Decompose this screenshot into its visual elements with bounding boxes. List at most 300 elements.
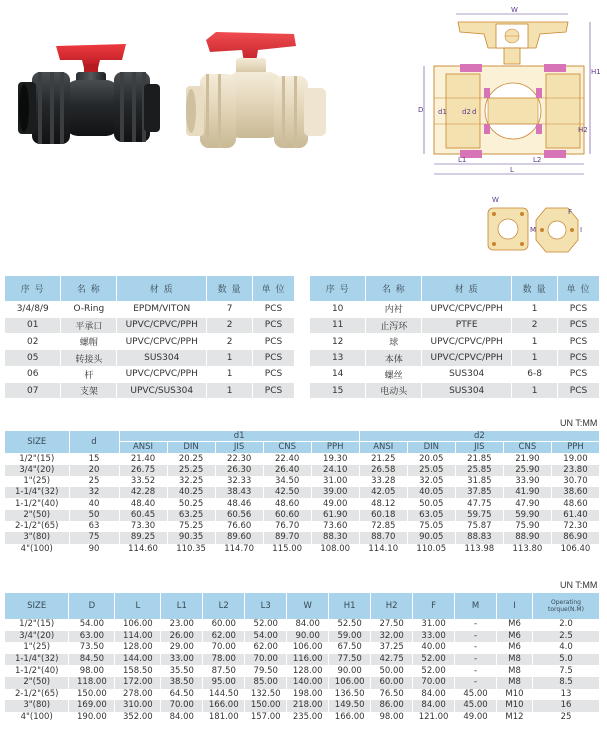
table-cell: 止泻环 xyxy=(366,317,422,333)
table-cell: 88.83 xyxy=(455,532,503,543)
table-cell: M12 xyxy=(497,712,533,724)
table-row xyxy=(5,689,600,701)
table-cell: 89.25 xyxy=(119,532,167,543)
table-cell: 14 xyxy=(310,366,366,382)
dim-d: d xyxy=(472,108,477,116)
table-cell: 75.90 xyxy=(503,521,551,532)
table-cell: 20.25 xyxy=(167,453,215,465)
table-cell: 内衬 xyxy=(366,301,422,317)
table-cell: 60.60 xyxy=(263,510,311,521)
col-header: H2 xyxy=(371,593,413,619)
table-cell: 26.75 xyxy=(119,465,167,476)
dim-w-bottom: W xyxy=(492,196,499,204)
col-header: 名 称 xyxy=(61,276,117,301)
table-cell: 86.90 xyxy=(551,532,599,543)
table-cell: 41.90 xyxy=(503,487,551,498)
table-row xyxy=(5,487,600,498)
table-cell: 128.00 xyxy=(287,665,329,677)
table-cell: PCS xyxy=(558,317,600,333)
table-cell: UPVC/CPVC/PPH xyxy=(117,334,207,350)
table-row xyxy=(310,301,600,317)
table-cell: 85.00 xyxy=(245,677,287,689)
table-cell: - xyxy=(455,677,497,689)
table-cell: 48.40 xyxy=(119,498,167,509)
table-cell: 5.0 xyxy=(532,654,599,666)
table-cell: 25 xyxy=(532,712,599,724)
table-cell: 113.80 xyxy=(503,544,551,555)
table-cell: 27.50 xyxy=(371,619,413,631)
table-cell: 90.35 xyxy=(167,532,215,543)
table-cell: 07 xyxy=(5,382,61,398)
table-cell: 54.00 xyxy=(69,619,115,631)
col-header-din: DIN xyxy=(167,442,215,453)
table-cell: 1 xyxy=(512,350,558,366)
col-header-pph: PPH xyxy=(311,442,359,453)
table-row xyxy=(5,521,600,532)
table-cell: 22.30 xyxy=(215,453,263,465)
table-cell: 132.50 xyxy=(245,689,287,701)
table-cell: PCS xyxy=(253,301,295,317)
dim-f: F xyxy=(568,208,573,216)
table-cell: 24.10 xyxy=(311,465,359,476)
table-cell: 38.50 xyxy=(161,677,203,689)
table-cell: 7.5 xyxy=(532,665,599,677)
table-cell: 1 xyxy=(512,382,558,398)
table-cell: 25.25 xyxy=(167,465,215,476)
table-row xyxy=(5,382,295,398)
table-cell: M6 xyxy=(497,631,533,643)
table-cell: 166.00 xyxy=(329,712,371,724)
table-cell: 05 xyxy=(5,350,61,366)
table-cell: 40.05 xyxy=(407,487,455,498)
table-cell: 25.90 xyxy=(503,465,551,476)
table-cell: 13 xyxy=(532,689,599,701)
table-cell: 84.00 xyxy=(413,700,455,712)
table-cell: 4"(100) xyxy=(5,712,69,724)
table-cell: 1"(25) xyxy=(5,642,69,654)
table-cell: 63.00 xyxy=(69,631,115,643)
table-row xyxy=(5,654,600,666)
table-cell: 1-1/4"(32) xyxy=(5,654,69,666)
table-cell: 11 xyxy=(310,317,366,333)
table-cell: 19.00 xyxy=(551,453,599,465)
table-row xyxy=(5,510,600,521)
table-cell: 电动头 xyxy=(366,382,422,398)
table-cell: 42.28 xyxy=(119,487,167,498)
table-cell: 1 xyxy=(512,334,558,350)
table-cell: 8.5 xyxy=(532,677,599,689)
table-cell: PCS xyxy=(558,334,600,350)
table-cell: 50.05 xyxy=(407,498,455,509)
table-cell: 47.75 xyxy=(455,498,503,509)
table-cell: 1-1/2"(40) xyxy=(5,665,69,677)
table-cell: 190.00 xyxy=(69,712,115,724)
table-cell: 2.5 xyxy=(532,631,599,643)
table-cell: PCS xyxy=(253,334,295,350)
table-cell: 150.00 xyxy=(245,700,287,712)
col-header: 序 号 xyxy=(310,276,366,301)
table-row xyxy=(5,301,295,317)
col-header: SIZE xyxy=(5,593,69,619)
table-cell: 218.00 xyxy=(287,700,329,712)
table-cell: 40 xyxy=(69,498,119,509)
table-cell: 118.00 xyxy=(69,677,115,689)
table-cell: 59.90 xyxy=(503,510,551,521)
table-cell: 26.40 xyxy=(263,465,311,476)
table-cell: 7 xyxy=(207,301,253,317)
table-cell: PCS xyxy=(253,350,295,366)
table-cell: 88.30 xyxy=(311,532,359,543)
table-cell: 25 xyxy=(69,476,119,487)
table-cell: 32.25 xyxy=(167,476,215,487)
table-cell: UPVC/CPVC/PPH xyxy=(422,350,512,366)
col-header-din: DIN xyxy=(407,442,455,453)
table-cell: 33.00 xyxy=(161,654,203,666)
table-cell: 98.00 xyxy=(69,665,115,677)
dim-w-top: W xyxy=(511,6,518,14)
table-cell: 2-1/2"(65) xyxy=(5,689,69,701)
table-cell: 35.50 xyxy=(161,665,203,677)
table-row xyxy=(5,544,600,555)
table-cell: SUS304 xyxy=(117,350,207,366)
table-cell: PCS xyxy=(558,382,600,398)
table-cell: 62.00 xyxy=(203,631,245,643)
table-row xyxy=(310,366,600,382)
table-cell: 26.30 xyxy=(215,465,263,476)
table-cell: 3/4/8/9 xyxy=(5,301,61,317)
table-cell: 1/2"(15) xyxy=(5,619,69,631)
table-cell: 平承口 xyxy=(61,317,117,333)
table-cell: UPVC/CPVC/PPH xyxy=(117,366,207,382)
table-row xyxy=(5,453,600,465)
table-cell: 3/4"(20) xyxy=(5,631,69,643)
table-cell: 2"(50) xyxy=(5,677,69,689)
table-cell: 45.00 xyxy=(455,689,497,701)
table-cell: 02 xyxy=(5,334,61,350)
table-cell: 2.0 xyxy=(532,619,599,631)
table-cell: 95.00 xyxy=(203,677,245,689)
product-images xyxy=(0,0,607,275)
table-cell: 30.70 xyxy=(551,476,599,487)
table-cell: 25.05 xyxy=(407,465,455,476)
table-cell: 38.60 xyxy=(551,487,599,498)
table-cell: 2 xyxy=(207,334,253,350)
table-cell: 20.05 xyxy=(407,453,455,465)
col-header-jis: JIS xyxy=(455,442,503,453)
table-cell: 63 xyxy=(69,521,119,532)
table-cell: M8 xyxy=(497,654,533,666)
table-cell: 75.05 xyxy=(407,521,455,532)
table-cell: M10 xyxy=(497,700,533,712)
col-header: 序 号 xyxy=(5,276,61,301)
table-cell: 33.00 xyxy=(413,631,455,643)
table-cell: 73.30 xyxy=(119,521,167,532)
table-cell: - xyxy=(455,631,497,643)
table-cell: 352.00 xyxy=(115,712,161,724)
table-cell: 3"(80) xyxy=(5,532,69,543)
table-cell: PCS xyxy=(558,366,600,382)
table-cell: 59.00 xyxy=(329,631,371,643)
table-cell: 1"(25) xyxy=(5,476,69,487)
table-cell: 121.00 xyxy=(413,712,455,724)
table-cell: 31.00 xyxy=(311,476,359,487)
dim-h2: H2 xyxy=(578,126,588,134)
col-header-cns: CNS xyxy=(263,442,311,453)
dim-d1: d1 xyxy=(438,108,447,116)
table-row xyxy=(5,677,600,689)
table-cell: PCS xyxy=(253,317,295,333)
col-header: W xyxy=(287,593,329,619)
unit-label: UN T:MM xyxy=(560,418,598,428)
table-cell: 157.00 xyxy=(245,712,287,724)
table-cell: 144.50 xyxy=(203,689,245,701)
table-cell: 87.50 xyxy=(203,665,245,677)
table-cell: 60.18 xyxy=(359,510,407,521)
table-cell: UPVC/SUS304 xyxy=(117,382,207,398)
table-cell: 52.00 xyxy=(413,654,455,666)
table-cell: 114.00 xyxy=(115,631,161,643)
col-header: 数 量 xyxy=(207,276,253,301)
table-cell: 77.50 xyxy=(329,654,371,666)
table-row xyxy=(5,317,295,333)
table-cell: 16 xyxy=(532,700,599,712)
table-row xyxy=(310,382,600,398)
table-cell: - xyxy=(455,619,497,631)
table-cell: 32.05 xyxy=(407,476,455,487)
table-cell: 70.00 xyxy=(245,654,287,666)
col-header-size: SIZE xyxy=(5,431,69,453)
table-cell: 60.00 xyxy=(203,619,245,631)
table-row xyxy=(5,476,600,487)
col-header-ansi: ANSI xyxy=(119,442,167,453)
table-cell: 32.33 xyxy=(215,476,263,487)
table-cell: 110.35 xyxy=(167,544,215,555)
beige-valve-photo xyxy=(186,28,326,160)
table-cell: 3"(80) xyxy=(5,700,69,712)
col-header: D xyxy=(69,593,115,619)
table-cell: 50 xyxy=(69,510,119,521)
table-cell: 50.25 xyxy=(167,498,215,509)
table-cell: 73.50 xyxy=(69,642,115,654)
table-cell: UPVC/CPVC/PPH xyxy=(422,334,512,350)
table-cell: 球 xyxy=(366,334,422,350)
table-cell: EPDM/VITON xyxy=(117,301,207,317)
table-cell: 2 xyxy=(207,317,253,333)
col-header: L2 xyxy=(203,593,245,619)
table-cell: 198.00 xyxy=(287,689,329,701)
table-cell: 25.85 xyxy=(455,465,503,476)
table-cell: UPVC/CPVC/PPH xyxy=(117,317,207,333)
dim-i: I xyxy=(580,226,583,234)
table-cell: 23.00 xyxy=(161,619,203,631)
col-header: 单 位 xyxy=(253,276,295,301)
table-cell: 4"(100) xyxy=(5,544,69,555)
table-cell: 21.40 xyxy=(119,453,167,465)
table-cell: UPVC/CPVC/PPH xyxy=(422,301,512,317)
table-cell: 90.00 xyxy=(287,631,329,643)
table-cell: 1 xyxy=(207,382,253,398)
table-cell: 12 xyxy=(310,334,366,350)
table-row xyxy=(5,700,600,712)
col-header: 材 质 xyxy=(422,276,512,301)
table-cell: 37.85 xyxy=(455,487,503,498)
table-cell: 螺帽 xyxy=(61,334,117,350)
col-header: I xyxy=(497,593,533,619)
table-cell: 150.00 xyxy=(69,689,115,701)
table-cell: 49.00 xyxy=(311,498,359,509)
dim-l2: L2 xyxy=(533,156,542,164)
table-cell: PCS xyxy=(253,382,295,398)
table-cell: 6-8 xyxy=(512,366,558,382)
table-cell: 支架 xyxy=(61,382,117,398)
table-cell: 48.60 xyxy=(263,498,311,509)
table-cell: 4.0 xyxy=(532,642,599,654)
table-cell: 60.56 xyxy=(215,510,263,521)
table-cell: 86.00 xyxy=(371,700,413,712)
table-cell: 144.00 xyxy=(115,654,161,666)
table-cell: 1 xyxy=(512,301,558,317)
col-header: M xyxy=(455,593,497,619)
table-cell: 37.25 xyxy=(371,642,413,654)
table-cell: 1-1/2"(40) xyxy=(5,498,69,509)
unit-label: UN T:MM xyxy=(560,580,598,590)
table-cell: 23.80 xyxy=(551,465,599,476)
table-cell: - xyxy=(455,654,497,666)
table-cell: 34.50 xyxy=(263,476,311,487)
table-cell: 76.70 xyxy=(263,521,311,532)
dim-d2: d2 xyxy=(462,108,471,116)
table-row xyxy=(5,712,600,724)
table-cell: 20 xyxy=(69,465,119,476)
table-cell: 76.50 xyxy=(371,689,413,701)
table-cell: 33.28 xyxy=(359,476,407,487)
table-row xyxy=(310,317,600,333)
table-cell: SUS304 xyxy=(422,366,512,382)
table-cell: 38.43 xyxy=(215,487,263,498)
col-header-pph: PPH xyxy=(551,442,599,453)
table-cell: 06 xyxy=(5,366,61,382)
table-cell: 10 xyxy=(310,301,366,317)
table-row xyxy=(5,619,600,631)
table-cell: 90.05 xyxy=(407,532,455,543)
table-cell: - xyxy=(455,665,497,677)
table-cell: 73.60 xyxy=(311,521,359,532)
table-cell: 90 xyxy=(69,544,119,555)
table-cell: 螺丝 xyxy=(366,366,422,382)
table-cell: 32.00 xyxy=(371,631,413,643)
table-cell: 1 xyxy=(207,350,253,366)
table-row xyxy=(5,334,295,350)
table-cell: 13 xyxy=(310,350,366,366)
col-header: 名 称 xyxy=(366,276,422,301)
table-cell: 1-1/4"(32) xyxy=(5,487,69,498)
table-cell: 106.40 xyxy=(551,544,599,555)
table-cell: 40.25 xyxy=(167,487,215,498)
table-cell: 169.00 xyxy=(69,700,115,712)
table-cell: 15 xyxy=(69,453,119,465)
table-cell: 01 xyxy=(5,317,61,333)
table-cell: 114.70 xyxy=(215,544,263,555)
table-cell: 48.46 xyxy=(215,498,263,509)
table-cell: 29.00 xyxy=(161,642,203,654)
table-cell: PCS xyxy=(558,301,600,317)
table-cell: 40.00 xyxy=(413,642,455,654)
col-header-d1: d1 xyxy=(119,431,359,442)
table-cell: 63.25 xyxy=(167,510,215,521)
table-cell: 52.00 xyxy=(245,619,287,631)
table-cell: M8 xyxy=(497,677,533,689)
table-cell: 136.50 xyxy=(329,689,371,701)
sizes-table xyxy=(5,593,600,723)
dim-d-big: D xyxy=(418,106,424,114)
table-cell: 70.00 xyxy=(203,642,245,654)
table-row xyxy=(310,350,600,366)
table-cell: 33.90 xyxy=(503,476,551,487)
table-cell: 79.50 xyxy=(245,665,287,677)
table-cell: 52.50 xyxy=(329,619,371,631)
table-cell: 19.30 xyxy=(311,453,359,465)
table-cell: 76.60 xyxy=(215,521,263,532)
dimensions-table xyxy=(5,431,600,555)
table-cell: 21.90 xyxy=(503,453,551,465)
table-cell: 140.00 xyxy=(287,677,329,689)
table-cell: 54.00 xyxy=(245,631,287,643)
table-row xyxy=(5,366,295,382)
table-cell: 108.00 xyxy=(311,544,359,555)
table-cell: 62.00 xyxy=(245,642,287,654)
table-cell: 3/4"(20) xyxy=(5,465,69,476)
table-row xyxy=(5,532,600,543)
table-cell: 本体 xyxy=(366,350,422,366)
col-header: F xyxy=(413,593,455,619)
col-header-jis: JIS xyxy=(215,442,263,453)
table-cell: 84.00 xyxy=(161,712,203,724)
parts-table-right xyxy=(310,276,600,399)
table-cell: 67.50 xyxy=(329,642,371,654)
table-cell: 114.10 xyxy=(359,544,407,555)
table-cell: 22.40 xyxy=(263,453,311,465)
table-cell: 26.58 xyxy=(359,465,407,476)
col-header-d2: d2 xyxy=(359,431,599,442)
black-valve-photo xyxy=(18,38,160,156)
table-cell: 149.50 xyxy=(329,700,371,712)
table-cell: 48.60 xyxy=(551,498,599,509)
col-header: L3 xyxy=(245,593,287,619)
table-cell: M8 xyxy=(497,665,533,677)
col-header: 单 位 xyxy=(558,276,600,301)
table-cell: 181.00 xyxy=(203,712,245,724)
table-cell: PTFE xyxy=(422,317,512,333)
table-cell: 128.00 xyxy=(115,642,161,654)
table-cell: 21.25 xyxy=(359,453,407,465)
table-cell: 113.98 xyxy=(455,544,503,555)
col-header-d: d xyxy=(69,431,119,453)
table-cell: 84.00 xyxy=(413,689,455,701)
table-cell: 110.05 xyxy=(407,544,455,555)
table-cell: 61.40 xyxy=(551,510,599,521)
table-cell: 2 xyxy=(512,317,558,333)
table-cell: 90.00 xyxy=(329,665,371,677)
table-cell: 106.00 xyxy=(329,677,371,689)
table-cell: 70.00 xyxy=(161,700,203,712)
table-cell: 116.00 xyxy=(287,654,329,666)
dim-m: M xyxy=(530,226,537,234)
table-cell: 21.85 xyxy=(455,453,503,465)
table-cell: 50.00 xyxy=(371,665,413,677)
table-cell: M10 xyxy=(497,689,533,701)
table-cell: 89.70 xyxy=(263,532,311,543)
table-cell: SUS304 xyxy=(422,382,512,398)
